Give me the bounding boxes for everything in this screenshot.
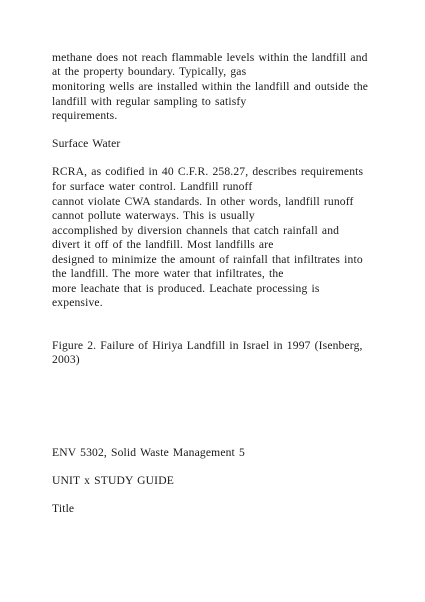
text-line: RCRA, as codified in 40 C.F.R. 258.27, describes requirements bbox=[52, 165, 364, 178]
text-line: monitoring wells are installed within the landfill and outside the bbox=[52, 80, 369, 93]
text-line: methane does not reach flammable levels within the landfill and bbox=[52, 51, 368, 64]
text-line: cannot violate CWA standards. In other words, landfill runoff bbox=[52, 195, 354, 208]
text-line: for surface water control. Landfill runoff bbox=[52, 180, 253, 193]
text-line: divert it off of the landfill. Most landfills are bbox=[52, 238, 274, 251]
text-line: designed to minimize the amount of rainfall that infiltrates into bbox=[52, 253, 363, 266]
text-line: more leachate that is produced. Leachate processing is bbox=[52, 282, 320, 295]
section-heading-surface-water: Surface Water bbox=[52, 137, 121, 150]
text-line: 2003) bbox=[52, 353, 80, 366]
course-footer: ENV 5302, Solid Waste Management 5 bbox=[52, 446, 245, 459]
text-line: requirements. bbox=[52, 109, 118, 122]
text-line: landfill with regular sampling to satisfy bbox=[52, 95, 247, 108]
text-line: expensive. bbox=[52, 296, 103, 309]
unit-label: UNIT x STUDY GUIDE bbox=[52, 474, 174, 487]
text-line: accomplished by diversion channels that catch rainfall and bbox=[52, 224, 340, 237]
text-line: cannot pollute waterways. This is usually bbox=[52, 209, 255, 222]
title-label: Title bbox=[52, 502, 75, 515]
text-line: Figure 2. Failure of Hiriya Landfill in Israel in 1997 (Isenberg, bbox=[52, 339, 363, 352]
text-line: at the property boundary. Typically, gas bbox=[52, 65, 247, 78]
text-line: the landfill. The more water that infiltrates, the bbox=[52, 267, 284, 280]
